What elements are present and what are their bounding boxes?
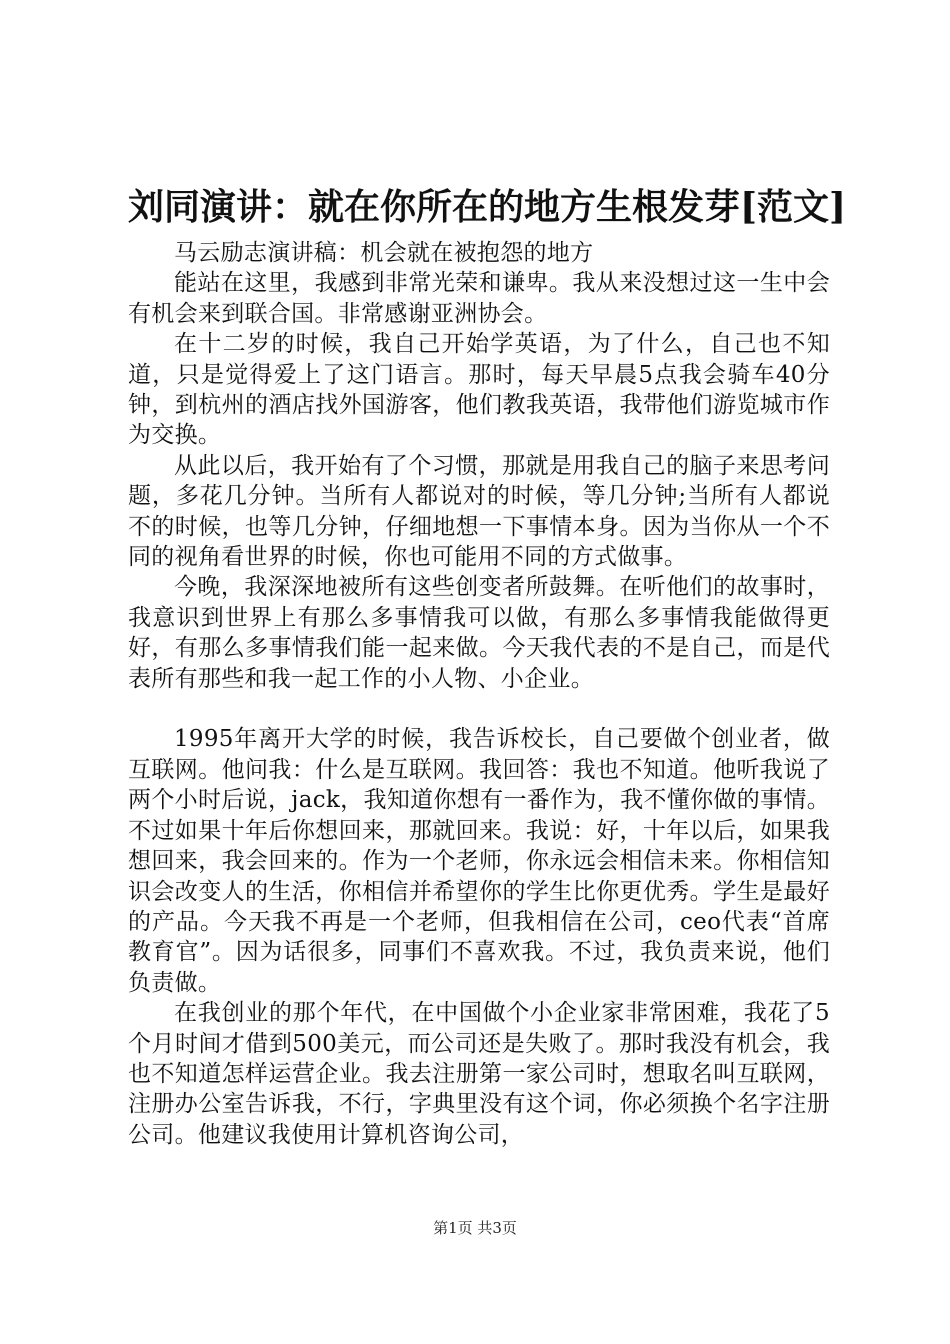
document-body: [128, 238, 830, 1150]
paragraph-1: 能站在这里，我感到非常光荣和谦卑。我从来没想过这一生中会有机会来到联合国。非常感谢亚洲协会。: [128, 270, 830, 327]
paragraph-gap: [128, 694, 830, 724]
page-footer: 第1页 共3页: [433, 1219, 517, 1237]
paragraph-4: 今晚，我深深地被所有这些创变者所鼓舞。在听他们的故事时，我意识到世界上有那么多事情我可以做，有那么多事情我能做得更好，有那么多事情我们能一起来做。今天我代表的不是自己，而是代表所有那些和我一起工作的小人物、小企业。: [128, 574, 830, 692]
document-title: 刘同演讲：就在你所在的地方生根发芽[范文]: [128, 186, 847, 228]
paragraph-subtitle: 马云励志演讲稿：机会就在被抱怨的地方: [174, 240, 594, 266]
paragraph-6: 在我创业的那个年代，在中国做个小企业家非常困难，我花了5个月时间才借到500美元，而公司还是失败了。那时我没有机会，我也不知道怎样运营企业。我去注册第一家公司时，想取名叫互联网，注册办公室告诉我，不行，字典里没有这个词，你必须换个名字注册公司。他建议我使用计算机咨询公司，: [128, 1000, 830, 1148]
paragraph-5: 1995年离开大学的时候，我告诉校长，自己要做个创业者，做互联网。他问我：什么是互联网。我回答：我也不知道。他听我说了两个小时后说，jack，我知道你想有一番作为，我不懂你做的事情。不过如果十年后你想回来，那就回来。我说：好，十年以后，如果我想回来，我会回来的。作为一个老师，你永远会相信未来。你相信知识会改变人的生活，你相信并希望你的学生比你更优秀。学生是最好的产品。今天我不再是一个老师，但我相信在公司，ceo代表“首席教育官”。因为话很多，同事们不喜欢我。不过，我负责来说，他们负责做。: [128, 726, 830, 996]
paragraph-2: 在十二岁的时候，我自己开始学英语，为了什么，自己也不知道，只是觉得爱上了这门语言。那时，每天早晨5点我会骑车40分钟，到杭州的酒店找外国游客，他们教我英语，我带他们游览城市作为交换。: [128, 331, 830, 449]
paragraph-3: 从此以后，我开始有了个习惯，那就是用我自己的脑子来思考问题，多花几分钟。当所有人都说对的时候，等几分钟;当所有人都说不的时候，也等几分钟，仔细地想一下事情本身。因为当你从一个不同的视角看世界的时候，你也可能用不同的方式做事。: [128, 452, 830, 571]
